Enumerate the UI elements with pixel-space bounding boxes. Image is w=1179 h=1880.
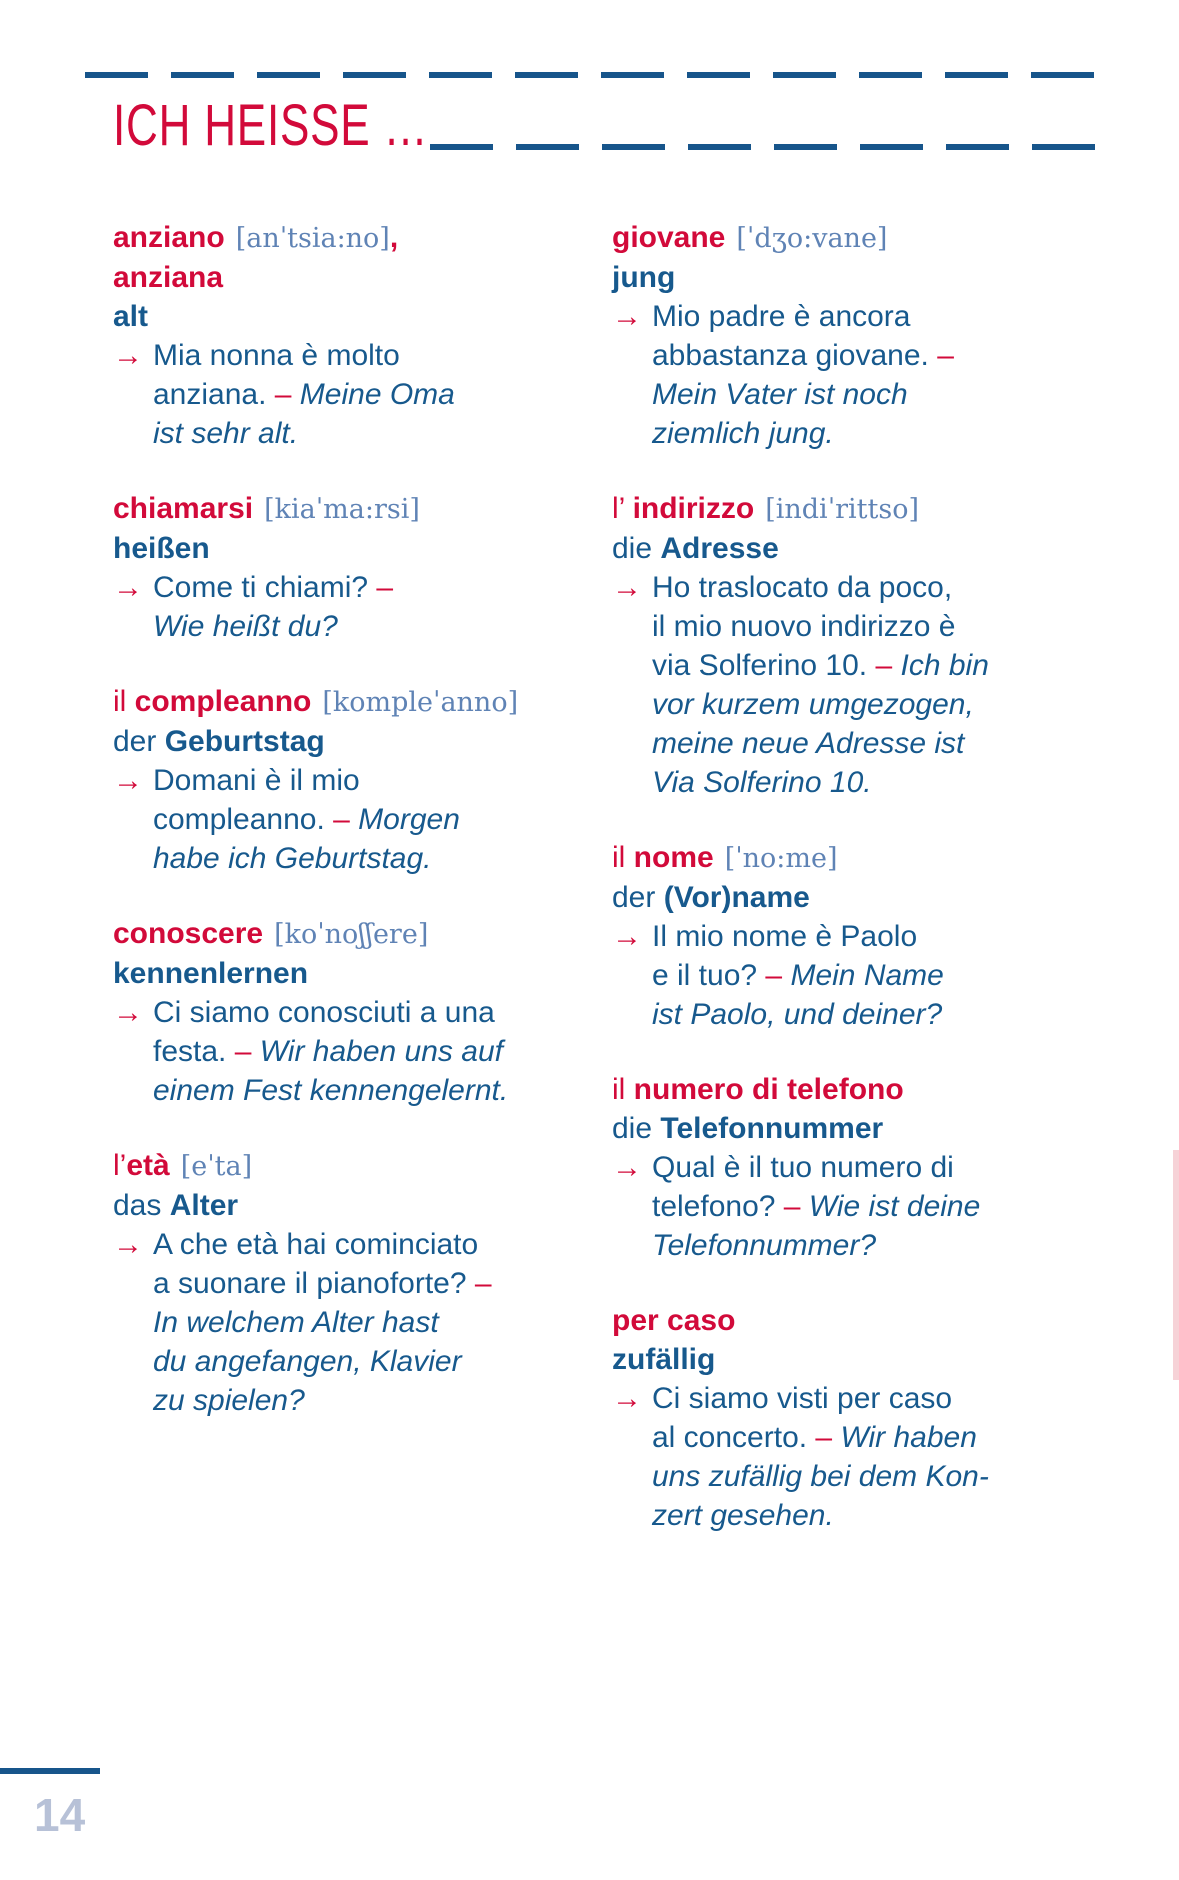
example-line xyxy=(612,375,1076,414)
example-text-italian: Ci siamo visti per caso xyxy=(652,1382,953,1415)
vocab-entry xyxy=(113,489,577,646)
headword-italian: indirizzo xyxy=(632,492,755,525)
vocab-column-right xyxy=(612,218,1076,1571)
article-italian: l’ xyxy=(612,492,633,525)
phonetic-transcription: [kompleˈanno] xyxy=(322,687,519,718)
example-text-italian: via Solferino 10. xyxy=(652,649,876,682)
example-line xyxy=(113,839,577,878)
headword-line xyxy=(113,258,577,297)
headword-line xyxy=(612,878,1076,917)
example-text-italian: abbastanza giovane. xyxy=(652,339,938,372)
example-text-italian: Domani è il mio xyxy=(153,764,360,797)
example-line xyxy=(612,1457,1076,1496)
article-german: der xyxy=(612,881,664,914)
vocab-entry xyxy=(612,838,1076,1034)
vocab-entry xyxy=(612,218,1076,453)
example-line xyxy=(612,1418,1076,1457)
arrow-icon: → xyxy=(113,339,143,372)
example-text-german: Morgen xyxy=(358,803,460,836)
headword-line xyxy=(113,297,577,336)
dashed-rule-top xyxy=(85,72,1094,78)
example-line xyxy=(612,297,1076,336)
example-text-italian: telefono? xyxy=(652,1190,784,1223)
example-line xyxy=(612,1187,1076,1226)
headword-italian: conoscere xyxy=(113,917,264,950)
example-line xyxy=(113,761,577,800)
example-line xyxy=(113,1342,577,1381)
example-text-german: uns zufällig bei dem Kon- xyxy=(652,1460,989,1493)
example-line xyxy=(612,685,1076,724)
example-line xyxy=(113,607,577,646)
example-text-german: ist Paolo, und deiner? xyxy=(652,998,943,1031)
arrow-icon: → xyxy=(113,764,143,797)
vocabulary-content xyxy=(113,218,1076,1571)
example-text-german: Meine Oma xyxy=(299,378,455,411)
example-line xyxy=(612,995,1076,1034)
headword-line xyxy=(612,218,1076,258)
example-line xyxy=(612,568,1076,607)
example-text-italian: Qual è il tuo numero di xyxy=(652,1151,954,1184)
phonetic-transcription: [ˈdʒo:vane] xyxy=(736,223,888,254)
separator-dash: – xyxy=(765,959,791,992)
arrow-icon: → xyxy=(612,1151,642,1184)
phonetic-transcription: [ˈno:me] xyxy=(724,843,838,874)
example-line xyxy=(113,336,577,375)
example-text-german: Wie heißt du? xyxy=(153,610,338,643)
headword-line xyxy=(113,218,577,258)
example-line xyxy=(113,1032,577,1071)
article-german: die xyxy=(612,1112,661,1145)
example-line xyxy=(113,1381,577,1420)
example-text-german: ziemlich jung. xyxy=(652,417,834,450)
example-text-italian: festa. xyxy=(153,1035,235,1068)
headword-line xyxy=(113,529,577,568)
headword-line xyxy=(612,258,1076,297)
example-line xyxy=(612,724,1076,763)
translation-german: kennenlernen xyxy=(113,957,309,990)
vocab-entry xyxy=(113,682,577,878)
separator-dash: – xyxy=(274,378,300,411)
phonetic-transcription: [eˈta] xyxy=(180,1151,253,1182)
example-text-german: zu spielen? xyxy=(153,1384,305,1417)
separator-dash: – xyxy=(376,571,394,604)
arrow-icon: → xyxy=(113,571,143,604)
headword-line xyxy=(612,1340,1076,1379)
arrow-icon: → xyxy=(113,1228,143,1261)
separator-dash: – xyxy=(333,803,359,836)
arrow-icon: → xyxy=(612,300,642,333)
headword-italian: compleanno xyxy=(134,685,312,718)
headword-italian: anziano xyxy=(113,221,225,254)
example-text-german: zert gesehen. xyxy=(652,1499,834,1532)
example-line xyxy=(612,607,1076,646)
translation-german: Alter xyxy=(169,1189,239,1222)
phonetic-transcription: [anˈtsia:no] xyxy=(235,223,390,254)
article-italian: il xyxy=(612,841,634,874)
dashed-rule-title-row xyxy=(430,144,1095,150)
article-german: das xyxy=(113,1189,170,1222)
example-text-italian: anziana. xyxy=(153,378,275,411)
arrow-icon: → xyxy=(612,1382,642,1415)
example-text-german: meine neue Adresse ist xyxy=(652,727,965,760)
separator-dash: – xyxy=(815,1421,841,1454)
example-text-german: habe ich Geburtstag. xyxy=(153,842,432,875)
headword-line xyxy=(113,954,577,993)
example-line xyxy=(612,917,1076,956)
article-italian: il xyxy=(612,1073,634,1106)
example-text-german: In welchem Alter hast xyxy=(153,1306,439,1339)
headword-italian: chiamarsi xyxy=(113,492,254,525)
example-text-italian: Mia nonna è molto xyxy=(153,339,400,372)
vocab-entry xyxy=(113,914,577,1110)
example-line xyxy=(612,336,1076,375)
arrow-icon: → xyxy=(612,571,642,604)
example-text-italian: e il tuo? xyxy=(652,959,766,992)
example-text-german: Wie ist deine xyxy=(808,1190,981,1223)
headword-line xyxy=(113,489,577,529)
separator-dash: – xyxy=(783,1190,809,1223)
translation-german: zufällig xyxy=(612,1343,716,1376)
example-line xyxy=(612,414,1076,453)
translation-german: heißen xyxy=(113,532,210,565)
example-text-german: Wir haben xyxy=(840,1421,977,1454)
example-line xyxy=(113,993,577,1032)
chapter-edge-tab xyxy=(1173,1150,1179,1380)
translation-german: Adresse xyxy=(660,532,779,565)
example-text-italian: Mio padre è ancora xyxy=(652,300,911,333)
headword-line xyxy=(612,1301,1076,1340)
example-line xyxy=(612,763,1076,802)
example-text-italian: compleanno. xyxy=(153,803,334,836)
vocab-entry xyxy=(113,218,577,453)
vocab-entry xyxy=(612,1070,1076,1265)
separator-dash: – xyxy=(234,1035,260,1068)
example-line xyxy=(612,956,1076,995)
example-line xyxy=(612,646,1076,685)
example-line xyxy=(113,414,577,453)
headword-line xyxy=(113,682,577,722)
vocab-column-left xyxy=(113,218,577,1571)
translation-german: jung xyxy=(612,261,676,294)
separator-dash: – xyxy=(474,1267,492,1300)
vocab-entry xyxy=(612,1301,1076,1535)
footer-rule xyxy=(0,1768,100,1774)
headword-line xyxy=(612,1109,1076,1148)
phonetic-transcription: [kiaˈma:rsi] xyxy=(264,494,420,525)
translation-german: alt xyxy=(113,300,149,333)
example-line xyxy=(113,375,577,414)
arrow-icon: → xyxy=(612,920,642,953)
example-text-german: Telefonnummer? xyxy=(652,1229,877,1262)
example-text-german: ist sehr alt. xyxy=(153,417,299,450)
separator-dash: – xyxy=(875,649,901,682)
headword-line xyxy=(612,1070,1076,1109)
example-text-italian: il mio nuovo indirizzo è xyxy=(652,610,956,643)
headword-line xyxy=(612,529,1076,568)
headword-italian: anziana xyxy=(113,261,224,294)
page-number: 14 xyxy=(34,1789,86,1841)
article-italian: il xyxy=(113,685,135,718)
example-text-german: Wir haben uns auf xyxy=(259,1035,503,1068)
example-text-german: einem Fest kennengelernt. xyxy=(153,1074,509,1107)
page-title: ICH HEISSE … xyxy=(113,93,429,158)
example-line xyxy=(113,800,577,839)
example-text-german: Ich bin xyxy=(900,649,989,682)
headword-italian: , xyxy=(389,221,399,254)
headword-line xyxy=(612,489,1076,529)
example-line xyxy=(612,1379,1076,1418)
example-line xyxy=(612,1496,1076,1535)
example-line xyxy=(113,568,577,607)
headword-italian: nome xyxy=(633,841,714,874)
translation-german: Geburtstag xyxy=(164,725,325,758)
example-text-german: vor kurzem umgezogen, xyxy=(652,688,974,721)
example-line xyxy=(113,1264,577,1303)
example-text-german: du angefangen, Klavier xyxy=(153,1345,462,1378)
headword-italian: numero di telefono xyxy=(633,1073,904,1106)
example-line xyxy=(113,1071,577,1110)
example-text-italian: Il mio nome è Paolo xyxy=(652,920,918,953)
headword-line xyxy=(113,1146,577,1186)
arrow-icon: → xyxy=(113,996,143,1029)
example-text-italian: Ho traslocato da poco, xyxy=(652,571,953,604)
headword-italian: per caso xyxy=(612,1304,736,1337)
example-text-german: Mein Vater ist noch xyxy=(652,378,908,411)
headword-line xyxy=(612,838,1076,878)
article-german: die xyxy=(612,532,661,565)
example-line xyxy=(113,1303,577,1342)
translation-german: (Vor)name xyxy=(663,881,810,914)
phonetic-transcription: [indiˈrittso] xyxy=(765,494,920,525)
example-line xyxy=(113,1225,577,1264)
article-italian: l’ xyxy=(113,1149,127,1182)
headword-italian: giovane xyxy=(612,221,726,254)
separator-dash: – xyxy=(937,339,954,372)
translation-german: Telefonnummer xyxy=(660,1112,884,1145)
example-line xyxy=(612,1226,1076,1265)
example-text-italian: al concerto. xyxy=(652,1421,816,1454)
headword-line xyxy=(113,1186,577,1225)
article-german: der xyxy=(113,725,165,758)
example-text-german: Mein Name xyxy=(790,959,944,992)
example-text-italian: A che età hai cominciato xyxy=(153,1228,479,1261)
headword-italian: età xyxy=(126,1149,170,1182)
example-text-italian: Come ti chiami? xyxy=(153,571,377,604)
example-text-italian: a suonare il pianoforte? xyxy=(153,1267,475,1300)
example-text-german: Via Solferino 10. xyxy=(652,766,872,799)
example-text-italian: Ci siamo conosciuti a una xyxy=(153,996,495,1029)
example-line xyxy=(612,1148,1076,1187)
vocab-entry xyxy=(113,1146,577,1420)
vocab-entry xyxy=(612,489,1076,802)
headword-line xyxy=(113,914,577,954)
headword-line xyxy=(113,722,577,761)
phonetic-transcription: [koˈnoʃʃere] xyxy=(274,919,429,950)
